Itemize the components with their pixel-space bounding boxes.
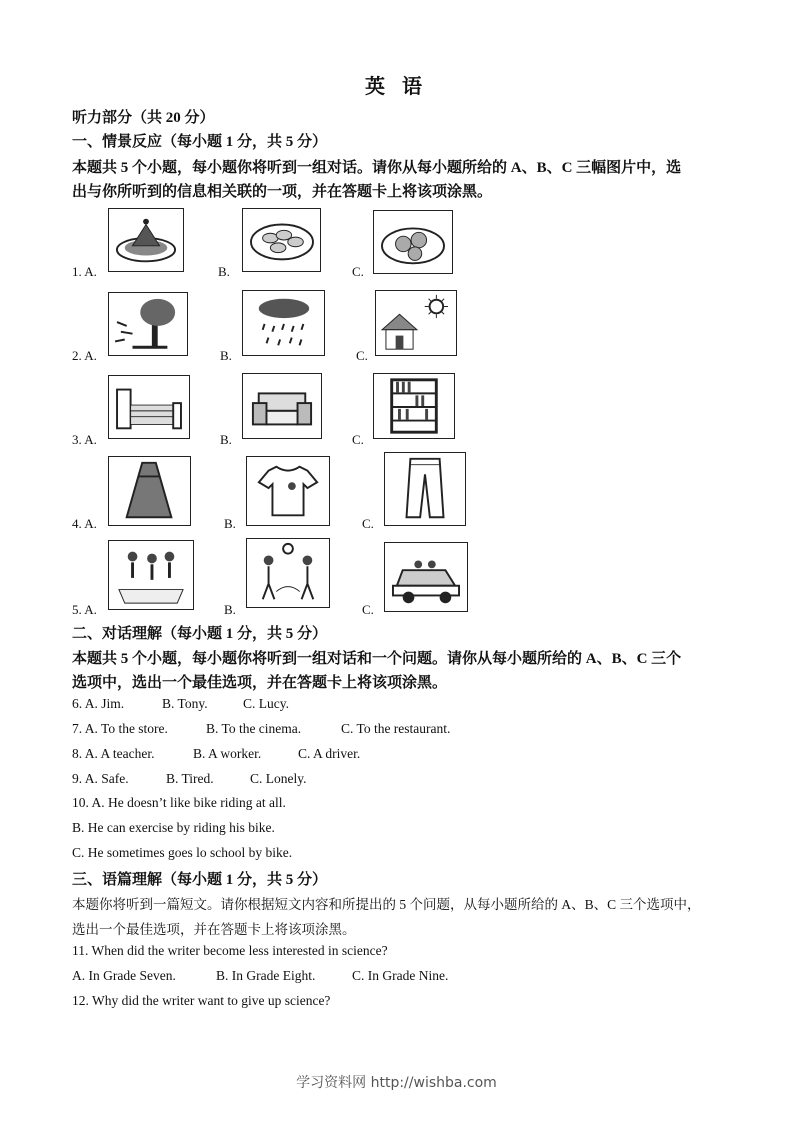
q1-label-a: 1. A. xyxy=(72,264,97,279)
q1-label-b: B. xyxy=(218,264,230,279)
listening-header: 听力部分（共 20 分） xyxy=(72,110,215,126)
section1-heading: 一、情景反应（每小题 1 分，共 5 分） xyxy=(72,134,328,150)
q12-question: 12. Why did the writer want to give up science? xyxy=(72,993,331,1008)
section1-instruction-line2: 出与你所听到的信息相关联的一项，并在答题卡上将该项涂黑。 xyxy=(72,184,493,200)
q10-option-c: C. He sometimes goes lo school by bike. xyxy=(72,845,293,860)
car-icon xyxy=(384,542,468,612)
q11-option-b: B. In Grade Eight. xyxy=(216,968,316,983)
section3-instruction-line1: 本题你将听到一篇短文。请你根据短文内容和所提出的 5 个问题，从每小题所给的 A、B、C 三个选项中， xyxy=(72,897,701,912)
q7-option-b: B. To the cinema. xyxy=(206,721,302,736)
q9-option-c: C. Lonely. xyxy=(250,771,307,786)
q10-option-b: B. He can exercise by riding his bike. xyxy=(72,820,275,835)
q9-option-b: B. Tired. xyxy=(166,771,214,786)
q3-label-b: B. xyxy=(220,432,232,447)
section2-instruction-line2: 选项中，选出一个最佳选项，并在答题卡上将该项涂黑。 xyxy=(72,675,448,691)
q8-option-b: B. A worker. xyxy=(193,746,262,761)
dumplings-plate-icon xyxy=(242,208,321,272)
q11-question: 11. When did the writer become less interested in science? xyxy=(72,943,388,958)
sunny-house-icon xyxy=(375,290,457,356)
q1-label-c: C. xyxy=(352,264,364,279)
bed-icon xyxy=(108,375,190,439)
q7-option-c: C. To the restaurant. xyxy=(341,721,451,736)
q4-label-a: 4. A. xyxy=(72,516,97,531)
dress-icon xyxy=(108,456,191,526)
q5-label-c: C. xyxy=(362,602,374,617)
q4-label-c: C. xyxy=(362,516,374,531)
rain-cloud-icon xyxy=(242,290,325,356)
q5-label-b: B. xyxy=(224,602,236,617)
q8-option-a: 8. A. A teacher. xyxy=(72,746,155,761)
q9-option-a: 9. A. Safe. xyxy=(72,771,129,786)
windy-tree-icon xyxy=(108,292,188,356)
q7-option-a: 7. A. To the store. xyxy=(72,721,168,736)
q6-option-c: C. Lucy. xyxy=(243,696,289,711)
trousers-icon xyxy=(384,452,466,526)
q2-label-b: B. xyxy=(220,348,232,363)
section1-instruction-line1: 本题共 5 个小题，每小题你将听到一组对话。请你从每小题所给的 A、B、C 三幅图片中，选 xyxy=(72,160,682,176)
section2-instruction-line1: 本题共 5 个小题，每小题你将听到一组对话和一个问题。请你从每小题所给的 A、B、C 三个 xyxy=(72,651,682,667)
q3-label-c: C. xyxy=(352,432,364,447)
bookcase-icon xyxy=(373,373,455,439)
page-title: 英 语 xyxy=(365,76,428,98)
q3-label-a: 3. A. xyxy=(72,432,97,447)
q8-option-c: C. A driver. xyxy=(298,746,361,761)
q4-label-b: B. xyxy=(224,516,236,531)
q2-label-c: C. xyxy=(356,348,368,363)
q11-option-c: C. In Grade Nine. xyxy=(352,968,449,983)
footer-watermark: 学习资料网 http://wishba.com xyxy=(296,1075,497,1091)
picnic-icon xyxy=(108,540,194,610)
tshirt-icon xyxy=(246,456,330,526)
q6-option-b: B. Tony. xyxy=(162,696,208,711)
q5-label-a: 5. A. xyxy=(72,602,97,617)
q2-label-a: 2. A. xyxy=(72,348,97,363)
q11-option-a: A. In Grade Seven. xyxy=(72,968,176,983)
q10-option-a: 10. A. He doesn’t like bike riding at all. xyxy=(72,795,286,810)
section2-heading: 二、对话理解（每小题 1 分，共 5 分） xyxy=(72,626,328,642)
section3-instruction-line2: 选出一个最佳选项，并在答题卡上将该项涂黑。 xyxy=(72,922,356,937)
q6-option-a: 6. A. Jim. xyxy=(72,696,125,711)
ball-game-icon xyxy=(246,538,330,608)
cake-plate-icon xyxy=(108,208,184,272)
buns-plate-icon xyxy=(373,210,453,274)
sofa-icon xyxy=(242,373,322,439)
section3-heading: 三、语篇理解（每小题 1 分，共 5 分） xyxy=(72,872,328,888)
